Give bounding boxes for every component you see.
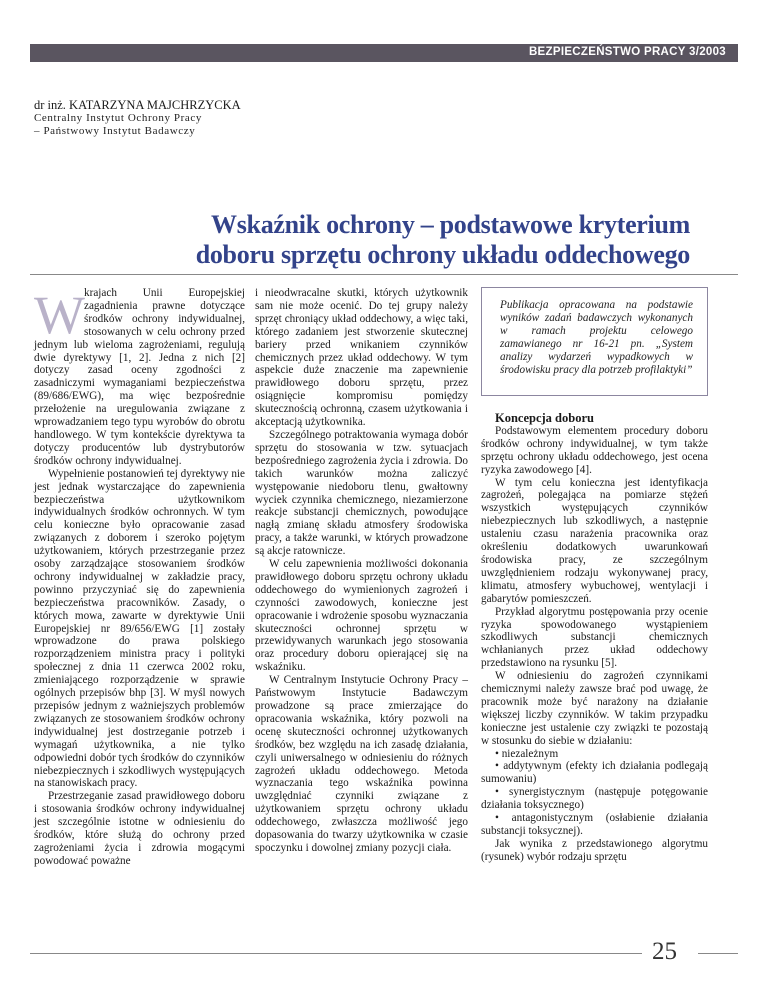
affiliation-line-1: Centralny Instytut Ochrony Pracy (34, 112, 202, 124)
paragraph: W tym celu konieczna jest identyfikacja zagrożeń, polegająca na pomiarze stężeń wszystkich występujących czynników niebezpiecznych lub szkodliwych, a następnie ustaleniu czasu narażenia pracownika oraz określeniu dodatkowych uwarunkowań środowiska pracy, ze szczególnym uwzględnieniem rodzaju wykonywanej pracy, klimatu, atmosfery wybuchowej, wentylacji i gabarytów pomieszczeń. (481, 476, 708, 605)
journal-issue: BEZPIECZEŃSTWO PRACY 3/2003 (528, 46, 726, 58)
footer-divider (30, 953, 642, 954)
text-column-3 (481, 287, 708, 864)
section-heading: Koncepcja doboru (495, 411, 594, 425)
drop-cap: W (34, 285, 85, 345)
paragraph: Wypełnienie postanowień tej dyrektywy nie jest jednak wystarczające do zapewnienia bezpieczeństwa użytkownikom indywidualnych środków ochronnych. W tym celu konieczne było opracowanie zasad związanych z doborem i szeroko pojętym użytkowaniem, których przestrzeganie przez osoby zarządzające stosowaniem środków ochrony indywidualnej w zakładzie pracy, powinno przyczyniać się do zapewnienia bezpieczeństwa pracowników. Zasady, o których mowa, zawarte w dyrektywie Unii Europejskiej nr 89/656/EWG [1] zostały wprowadzone do prawa polskiego rozporządzeniem ministra pracy i polityki społecznej z dnia 11 czerwca 2002 roku, zmieniającego rozporządzenie w sprawie ogólnych przepisów bhp [3]. W myśl nowych przepisów jednym z ważniejszych problemów związanych ze stosowaniem środków ochrony indywidualnej jest dostrzeganie potrzeb i wymagań użytkownika, a nie tylko odpowiedni dobór tych środków do czynników niebezpiecznych i szkodliwych występujących na stanowiskach pracy. (34, 467, 245, 790)
paragraph: Przestrzeganie zasad prawidłowego doboru i stosowania środków ochrony indywidualnej jest szczególnie istotne w odniesieniu do środków, które służą do ochrony przed zagrożeniami życia i zdrowia mogącymi powodować poważne (34, 790, 245, 867)
paragraph: Podstawowym elementem procedury doboru środków ochrony indywidualnej, w tym także sprzętu ochrony układu oddechowego, jest ocena ryzyka zawodowego [4]. (481, 424, 708, 476)
author-name: dr inż. KATARZYNA MAJCHRZYCKA (34, 98, 241, 112)
paragraph: Szczególnego potraktowania wymaga dobór sprzętu do stosowania w tzw. sytuacjach bezpośredniego zagrożenia życia i zdrowia. Do takich warunków można zaliczyć występowanie niedoboru tlenu, gwałtowny wyciek czynnika chemicznego, niezamierzone reakcje substancji chemicznych, powodujące nagłą zmianę składu atmosfery środowiska pracy, a także warunki, w których prowadzone są akcje ratownicze. (255, 428, 468, 558)
paragraph: W Centralnym Instytucie Ochrony Pracy – Państwowym Instytucie Badawczym prowadzone są prace zmierzające do opracowania wskaźnika, który pozwoli na ocenę skuteczności ochronnej użytkowanych środków, bez względu na ich zasadę działania, czyli uniwersalnego w odniesieniu do różnych zagrożeń układu oddechowego. Metoda wyznaczania tego wskaźnika powinna uwzględniać czynniki związane z użytkowaniem sprzętu ochrony układu oddechowego, zwłaszcza możliwość jego dopasowania do twarzy użytkownika w czasie spoczynku i dowolnej zmiany pozycji ciała. (255, 674, 468, 854)
title-divider (30, 274, 738, 275)
title-line-2: doboru sprzętu ochrony układu oddechowego (195, 240, 690, 269)
paragraph: W celu zapewnienia możliwości dokonania prawidłowego doboru sprzętu ochrony układu oddechowego do wymienionych zagrożeń i czynności zawodowych, konieczne jest opracowanie i wdrożenie sposobu wyznaczania skuteczności ochronnej sprzętu w przewidywanych warunkach jego stosowania oraz procedury doboru opierającej się na wskaźniku. (255, 558, 468, 674)
list-item: • synergistycznym (następuje potęgowanie działania toksycznego) (481, 786, 708, 812)
journal-header-bar (30, 44, 738, 61)
text-column-1 (34, 287, 245, 868)
page-number: 25 (652, 938, 677, 965)
list-item: • niezależnym (495, 747, 559, 760)
paragraph: W odniesieniu do zagrożeń czynnikami chemicznymi należy zawsze brać pod uwagę, że pracownik może być narażony na działanie większej liczby czynników. W takim przypadku konieczne jest ustalenie czy związki te pozostają w stosunku do siebie w działaniu: (481, 670, 708, 747)
article-title (60, 210, 690, 270)
paragraph: Jak wynika z przedstawionego algorytmu (rysunek) wybór rodzaju sprzętu (481, 837, 708, 863)
author-affiliation (34, 112, 202, 137)
list-item: • antagonistycznym (osłabienie działania substancji toksycznej). (481, 812, 708, 837)
title-line-1: Wskaźnik ochrony – podstawowe kryterium (211, 210, 690, 239)
paragraph: i nieodwracalne skutki, których użytkownik sam nie może ocenić. Do tej grupy należy sprzęt chroniący układ oddechowy, a więc taki, którego zadaniem jest stworzenie skutecznej bariery przed wnikaniem czynników chemicznych przez układ oddechowy. W tym aspekcie duże znaczenie ma zapewnienie prawidłowego doboru sprzętu, przez osiągnięcie kompromisu pomiędzy skutecznością ochronną, czasem użytkowania i akceptacją użytkownika. (255, 287, 468, 429)
affiliation-line-2: – Państwowy Instytut Badawczy (34, 124, 196, 137)
publication-note-box: Publikacja opracowana na podstawie wyników zadań badawczych wykonanych w ramach projektu celowego zamawianego nr 16-21 pn. „System analizy wydarzeń wypadkowych w środowisku pracy dla potrzeb profilaktyki” (481, 287, 708, 396)
footer-divider-end (698, 953, 738, 954)
paragraph: Wkrajach Unii Europejskiej zagadnienia prawne dotyczące środków ochrony indywidualnej, stosowanych w celu ochrony przed jednym lub wieloma zagrożeniami, regulują dwie dyrektywy [1, 2]. Jedna z nich [2] dotyczy zasad oceny zgodności z zasadniczymi wymaganiami bezpieczeństwa (89/686/EWG), ma więc bezpośrednie przełożenie na uregulowania związane z wprowadzaniem tego typu wyrobów do obrotu handlowego. W tym kontekście dyrektywa ta dotyczy producentów lub dystrybutorów środków ochrony indywidualnej. (34, 285, 245, 467)
text-column-2 (255, 287, 468, 855)
list-item: • addytywnym (efekty ich działania podlegają sumowaniu) (481, 760, 708, 786)
paragraph: Przykład algorytmu postępowania przy ocenie ryzyka spowodowanego wystąpieniem szkodliwych substancji chemicznych wchłanianych przez układ oddechowy przedstawiono na rysunku [5]. (481, 605, 708, 670)
header-divider (30, 61, 738, 62)
